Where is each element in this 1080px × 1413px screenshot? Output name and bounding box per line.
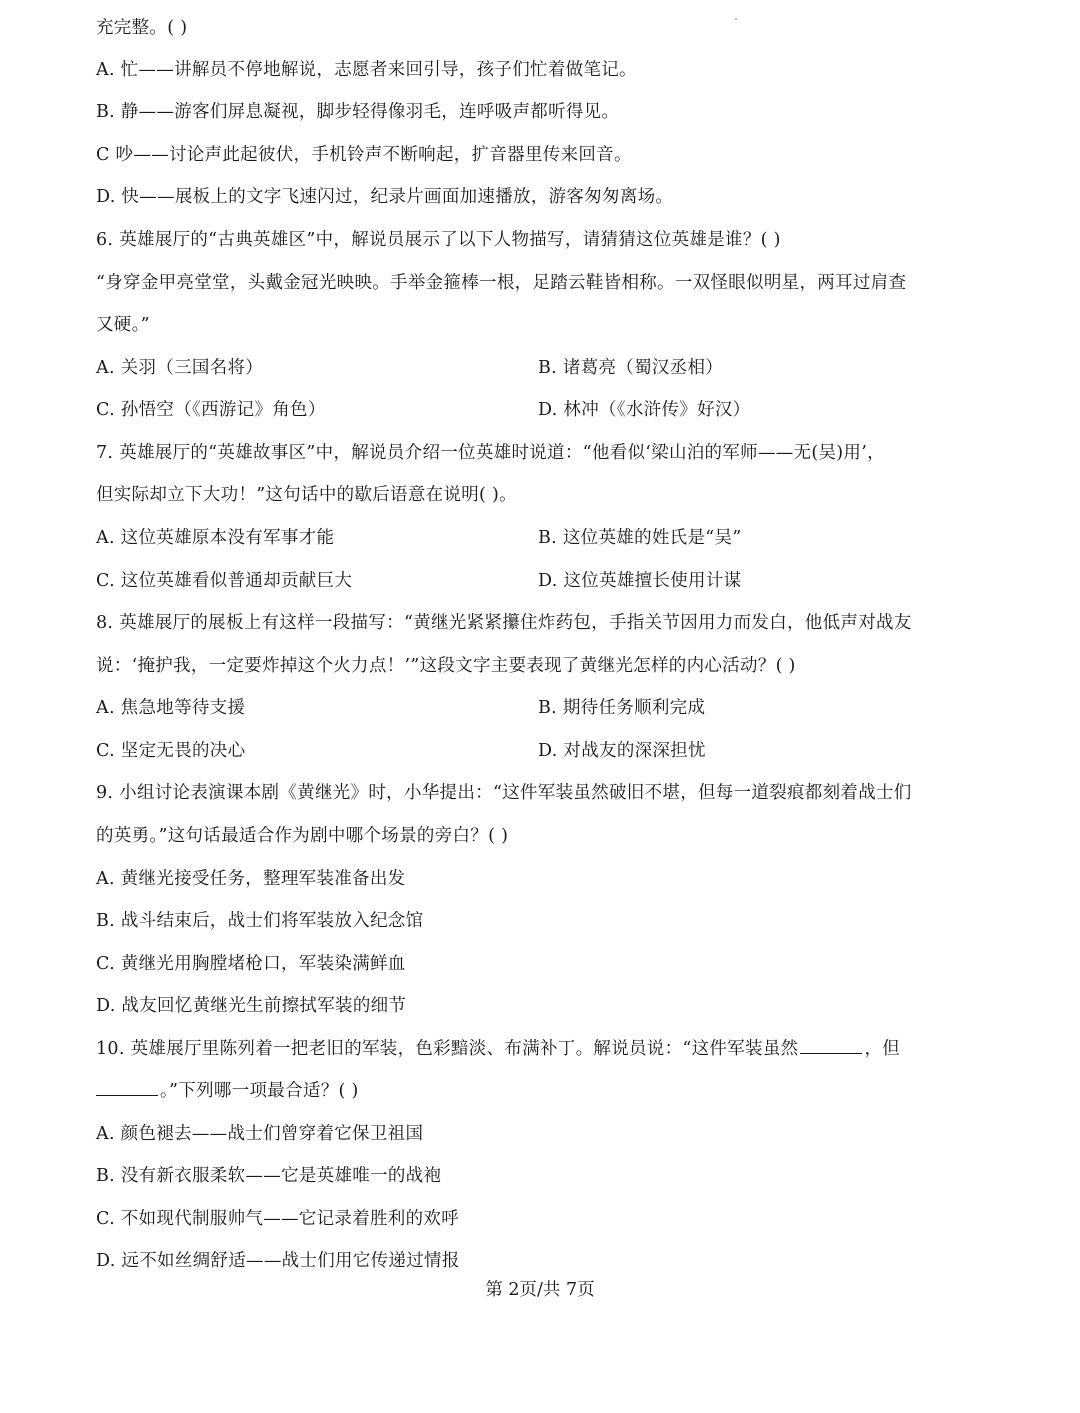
q9-option-d: D. 战友回忆黄继光生前擦拭军装的细节: [96, 996, 407, 1016]
q8-stem-line-1: 8. 英雄展厅的展板上有这样一段描写：“黄继光紧紧攥住炸药包，手指关节因用力而发白，他低声对战友: [96, 613, 912, 633]
q9-option-b: B. 战斗结束后，战士们将军装放入纪念馆: [96, 911, 424, 931]
q8-option-d: D. 对战友的深深担忧: [538, 741, 706, 761]
q9-stem-line-2: 的英勇。”这句话最适合作为剧中哪个场景的旁白？( ): [96, 826, 509, 846]
q6-stem: 6. 英雄展厅的“古典英雄区”中，解说员展示了以下人物描写，请猜猜这位英雄是谁？( ): [96, 230, 781, 250]
q10-option-c: C. 不如现代制服帅气——它记录着胜利的欢呼: [96, 1209, 459, 1229]
q6-option-a: A. 关羽（三国名将）: [96, 358, 264, 378]
q10-stem-line-2: [96, 1079, 359, 1103]
q10-stem-line-1: [96, 1037, 900, 1061]
q5-option-b: B. 静——游客们屏息凝视，脚步轻得像羽毛，连呼吸声都听得见。: [96, 102, 620, 122]
q8-option-b: B. 期待任务顺利完成: [538, 698, 706, 718]
q10-stem-text-2: ，但: [864, 1039, 901, 1059]
page-number-footer: 第 2页/共 7页: [485, 1280, 595, 1300]
q8-stem-line-2: 说：‘掩护我，一定要炸掉这个火力点！’”这段文字主要表现了黄继光怎样的内心活动？( ): [96, 656, 796, 676]
text-line: 充完整。( ): [96, 18, 188, 38]
q9-option-a: A. 黄继光接受任务，整理军装准备出发: [96, 869, 406, 889]
q7-option-c: C. 这位英雄看似普通却贡献巨大: [96, 571, 353, 591]
q7-option-d: D. 这位英雄擅长使用计谋: [538, 571, 742, 591]
q10-option-b: B. 没有新衣服柔软——它是英雄唯一的战袍: [96, 1166, 442, 1186]
q7-stem-line-2: 但实际却立下大功！”这句话中的歇后语意在说明( )。: [96, 485, 517, 505]
q8-option-a: A. 焦急地等待支援: [96, 698, 246, 718]
q10-option-a: A. 颜色褪去——战士们曾穿着它保卫祖国: [96, 1124, 424, 1144]
answer-blank-1: [800, 1037, 862, 1054]
q10-option-d: D. 远不如丝绸舒适——战士们用它传递过情报: [96, 1251, 460, 1271]
q6-option-d: D. 林冲（《水浒传》好汉）: [538, 400, 751, 420]
q6-quote-line-1: “身穿金甲亮堂堂，头戴金冠光映映。手举金箍棒一根，足踏云鞋皆相称。一双怪眼似明星，两耳过肩查: [96, 273, 907, 293]
q5-option-a: A. 忙——讲解员不停地解说，志愿者来回引导，孩子们忙着做笔记。: [96, 60, 637, 80]
q9-stem-line-1: 9. 小组讨论表演课本剧《黄继光》时，小华提出：“这件军装虽然破旧不堪，但每一道裂痕都刻着战士们: [96, 783, 912, 803]
q7-option-a: A. 这位英雄原本没有军事才能: [96, 528, 335, 548]
q7-option-b: B. 这位英雄的姓氏是“吴”: [538, 528, 742, 548]
scan-speck: [735, 18, 737, 20]
q6-option-c: C. 孙悟空（《西游记》角色）: [96, 400, 326, 420]
q5-option-d: D. 快——展板上的文字飞速闪过，纪录片画面加速播放，游客匆匆离场。: [96, 187, 674, 207]
q10-stem-text-1: 10. 英雄展厅里陈列着一把老旧的军装，色彩黯淡、布满补丁。解说员说：“这件军装虽然: [96, 1039, 799, 1059]
q8-option-c: C. 坚定无畏的决心: [96, 741, 246, 761]
q9-option-c: C. 黄继光用胸膛堵枪口，军装染满鲜血: [96, 954, 406, 974]
answer-blank-2: [96, 1079, 158, 1096]
q6-option-b: B. 诸葛亮（蜀汉丞相）: [538, 358, 724, 378]
q7-stem-line-1: 7. 英雄展厅的“英雄故事区”中，解说员介绍一位英雄时说道：“他看似‘梁山泊的军师——无(吴)用’，: [96, 443, 885, 463]
q10-stem-text-3: 。”下列哪一项最合适？( ): [160, 1081, 359, 1101]
q6-quote-line-2: 又硬。”: [96, 315, 150, 335]
q5-option-c: C 吵——讨论声此起彼伏，手机铃声不断响起，扩音器里传来回音。: [96, 145, 632, 165]
